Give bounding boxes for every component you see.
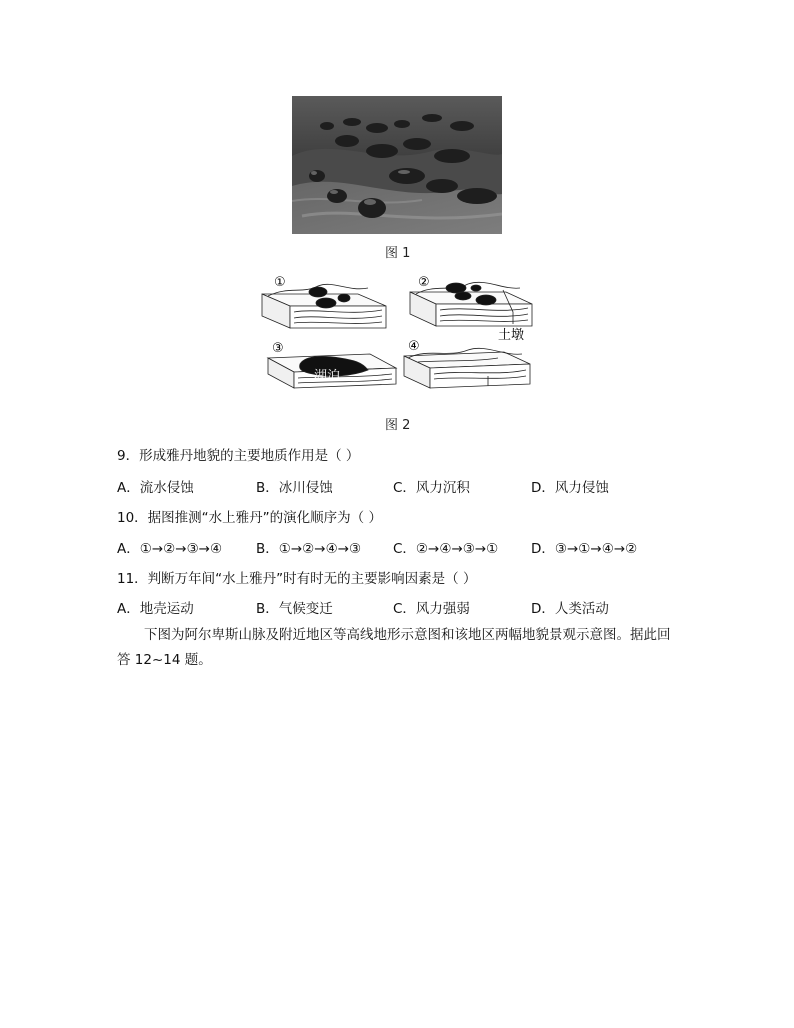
question-9-option-a: A．流水侵蚀 bbox=[117, 480, 194, 496]
yardang-evolution-diagram bbox=[258, 266, 538, 406]
question-10-stem: 10．据图推测“水上雅丹”的演化顺序为（ ） bbox=[117, 510, 382, 526]
figure1-caption: 图 1 bbox=[385, 246, 411, 261]
question-11-stem: 11．判断万年间“水上雅丹”时有时无的主要影响因素是（ ） bbox=[117, 571, 477, 587]
panel-4-number: ④ bbox=[408, 339, 420, 354]
question-9-stem: 9．形成雅丹地貌的主要地质作用是（ ） bbox=[117, 448, 360, 464]
passage-intro bbox=[117, 623, 687, 673]
block-diagram-4 bbox=[404, 348, 530, 388]
figure2-caption: 图 2 bbox=[385, 418, 411, 433]
question-11-options bbox=[117, 597, 637, 617]
question-10-option-b: B．①→②→④→③ bbox=[256, 541, 362, 557]
question-11-option-c: C．风力强弱 bbox=[393, 601, 470, 617]
panel-3-label: 湖泊 bbox=[314, 369, 341, 384]
panel-1-number: ① bbox=[274, 275, 286, 290]
question-9-option-c: C．风力沉积 bbox=[393, 480, 470, 496]
question-10-options bbox=[117, 537, 637, 557]
question-11-option-d: D．人类活动 bbox=[531, 601, 609, 617]
panel-2-number: ② bbox=[418, 275, 430, 290]
passage-line-1: 下图为阿尔卑斯山脉及附近地区等高线地形示意图和该地区两幅地貌景观示意图。据此回 bbox=[144, 627, 671, 643]
panel-2-label: 土墩 bbox=[498, 328, 525, 343]
question-11-option-b: B．气候变迁 bbox=[256, 601, 333, 617]
question-10-option-d: D．③→①→④→② bbox=[531, 541, 638, 557]
question-10-option-c: C．②→④→③→① bbox=[393, 541, 499, 557]
block-diagram-1 bbox=[262, 284, 386, 328]
question-9-options bbox=[117, 476, 637, 496]
question-10-option-a: A．①→②→③→④ bbox=[117, 541, 223, 557]
yardang-photo bbox=[292, 96, 502, 234]
panel-3-number: ③ bbox=[272, 341, 284, 356]
passage-line-2: 答 12~14 题。 bbox=[117, 652, 212, 668]
question-11-option-a: A．地壳运动 bbox=[117, 601, 194, 617]
question-9-option-d: D．风力侵蚀 bbox=[531, 480, 609, 496]
question-9-option-b: B．冰川侵蚀 bbox=[256, 480, 333, 496]
